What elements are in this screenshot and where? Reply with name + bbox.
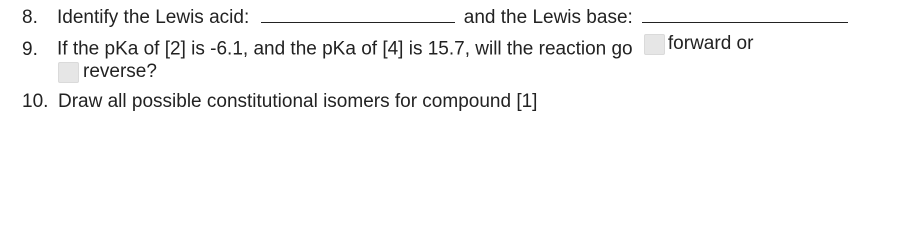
forward-checkbox[interactable] (644, 34, 665, 55)
reverse-checkbox[interactable] (58, 62, 79, 83)
question-number: 8. (22, 7, 38, 28)
question-middle-text: and the Lewis base: (463, 7, 633, 28)
question-9 (22, 33, 753, 61)
reverse-option-label: reverse? (83, 61, 157, 82)
forward-option-label: forward or (667, 33, 754, 54)
forward-option[interactable] (644, 33, 754, 55)
question-number: 9. (22, 38, 38, 60)
reverse-option[interactable] (58, 61, 157, 83)
lewis-base-answer-blank[interactable] (642, 5, 848, 23)
question-8 (22, 5, 848, 29)
question-text: Draw all possible constitutional isomers for compound [1] (58, 91, 538, 112)
question-text: Identify the Lewis acid: (57, 7, 250, 28)
question-text: If the pKa of [2] is -6.1, and the pKa of [4] is 15.7, will the reaction go (57, 38, 633, 60)
question-10 (22, 91, 537, 113)
lewis-acid-answer-blank[interactable] (261, 5, 455, 23)
question-number: 10. (22, 91, 49, 112)
question-9-continued (58, 61, 157, 89)
